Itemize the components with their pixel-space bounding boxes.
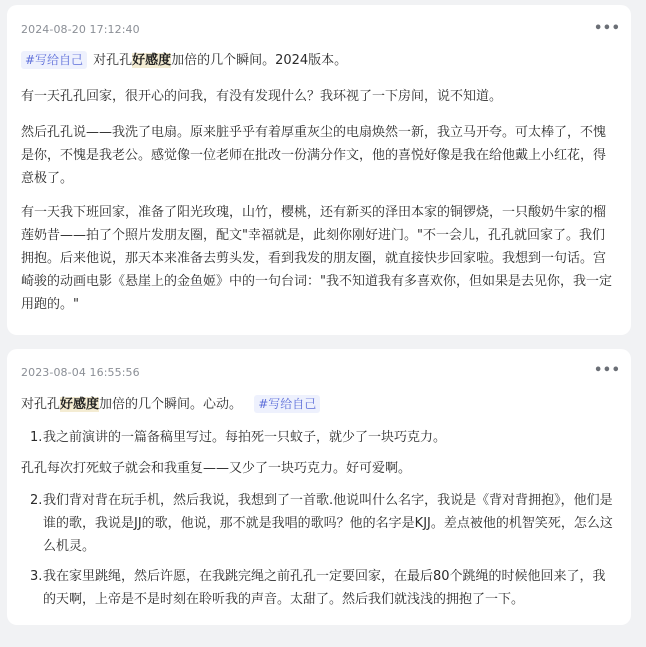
- list-number: 2.: [30, 493, 43, 508]
- title-text-after: 加倍的几个瞬间。心动。: [99, 397, 243, 412]
- list-item-text: 我之前演讲的一篇备稿里写过。每拍死一只蚊子，就少了一块巧克力。: [43, 430, 447, 445]
- more-options-icon[interactable]: •••: [594, 21, 621, 36]
- note-timestamp: 2024-08-20 17:12:40: [21, 23, 140, 36]
- list-number: 1.: [30, 430, 43, 445]
- note-paragraph: 孔孔每次打死蚊子就会和我重复——又少了一块巧克力。好可爱啊。: [21, 461, 412, 476]
- title-highlight: 好感度: [132, 53, 172, 68]
- note-paragraph: 然后孔孔说——我洗了电扇。原来脏乎乎有着厚重灰尘的电扇焕然一新，我立马开夸。可太棒了，不愧是你，不愧是我老公。感觉像一位老师在批改一份满分作文，他的喜悦好像是我在给他戴上小红花，得意极了。: [21, 125, 607, 186]
- note-paragraph: 有一天我下班回家，准备了阳光玫瑰，山竹，樱桃，还有新买的泽田本家的铜锣烧，一只酸奶牛家的榴莲奶昔——拍了个照片发朋友圈，配文"幸福就是，此刻你刚好进门。"不一会儿，孔孔就回家了。我们拥抱。后来他说，那天本来准备去剪头发，看到我发的朋友圈，就直接快步回家啦。我想到一句话。宫崎骏的动画电影《悬崖上的金鱼姬》中的一句台词："我不知道我有多喜欢你，但如果是去见你，我一定用跑的。": [21, 205, 612, 312]
- title-text-after: 加倍的几个瞬间。2024版本。: [171, 53, 348, 68]
- list-item: [21, 489, 613, 558]
- list-item: [21, 426, 613, 449]
- title-text-before: 对孔孔: [21, 397, 61, 412]
- note-header: [21, 5, 621, 36]
- note-paragraph: 有一天孔孔回家，很开心的问我，有没有发现什么？我环视了一下房间，说不知道。: [21, 89, 503, 104]
- list-item: [21, 565, 613, 611]
- tag-link[interactable]: #写给自己: [254, 395, 320, 413]
- note-timestamp: 2023-08-04 16:55:56: [21, 366, 140, 379]
- tag-link[interactable]: #写给自己: [21, 51, 87, 69]
- note-title: [21, 393, 613, 416]
- note-title: [21, 49, 613, 72]
- list-number: 3.: [30, 569, 43, 584]
- title-text-before: 对孔孔: [93, 53, 133, 68]
- more-options-icon[interactable]: •••: [594, 363, 621, 378]
- note-header: [21, 349, 621, 379]
- title-highlight: 好感度: [60, 397, 100, 412]
- note-card[interactable]: [7, 349, 631, 625]
- list-item-text: 我在家里跳绳，然后许愿，在我跳完绳之前孔孔一定要回家，在最后80个跳绳的时候他回来了，我的天啊，上帝是不是时刻在聆听我的声音。太甜了。然后我们就浅浅的拥抱了一下。: [43, 569, 606, 607]
- note-card[interactable]: [7, 5, 631, 335]
- list-item-text: 我们背对背在玩手机，然后我说，我想到了一首歌.他说叫什么名字，我说是《背对背拥抱》，他们是谁的歌，我说是JJ的歌，他说，那不就是我唱的歌吗？他的名字是KJJ。差点被他的机智笑死，怎么这么机灵。: [43, 493, 613, 554]
